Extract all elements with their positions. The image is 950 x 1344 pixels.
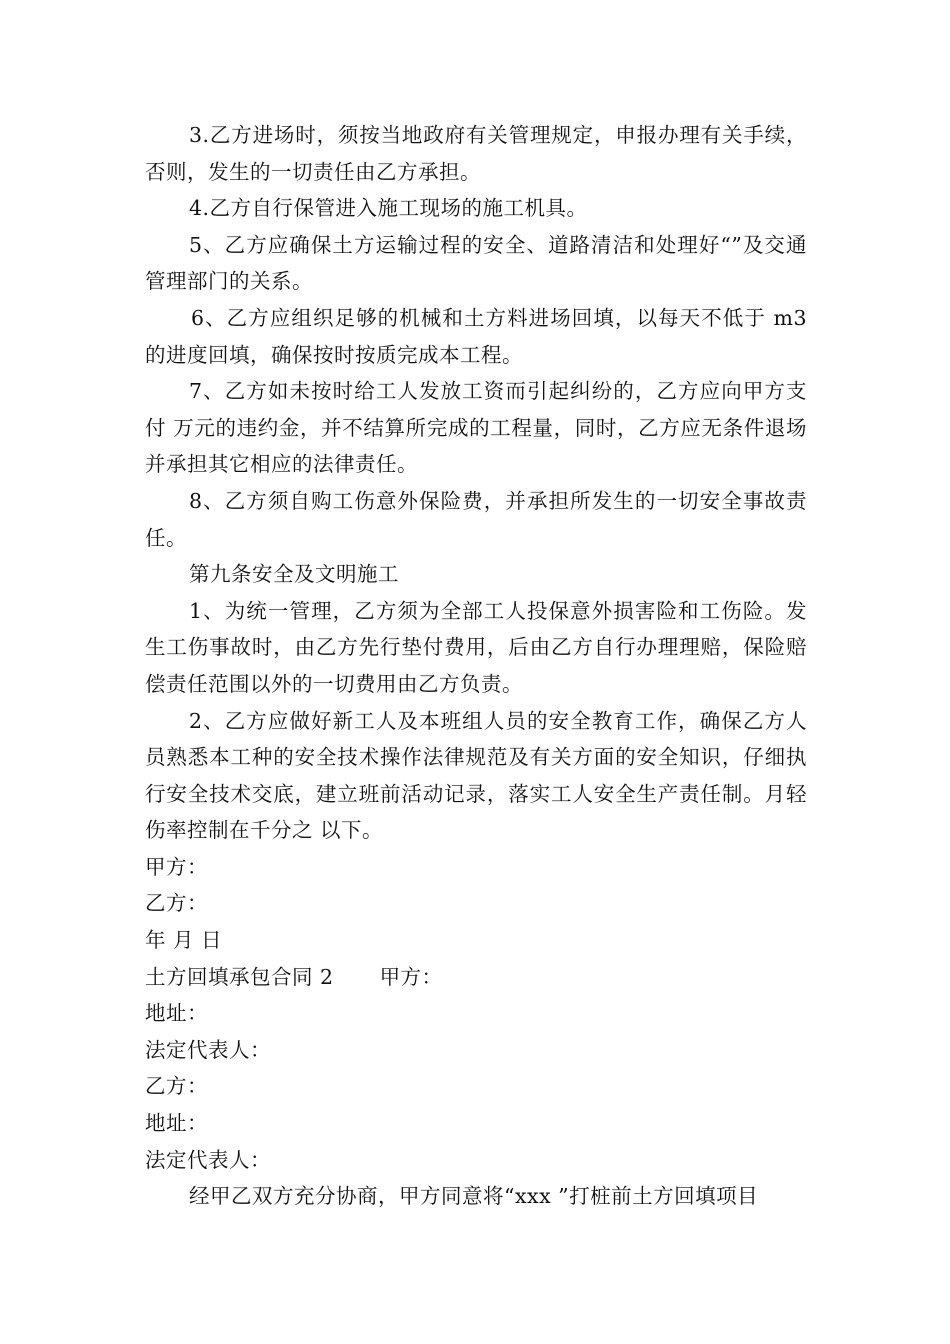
clause-5: 5、乙方应确保土方运输过程的安全、道路清洁和处理好“”及交通管理部门的关系。 [145,232,807,294]
clause-4: 4.乙方自行保管进入施工现场的施工机具。 [189,196,588,221]
clause-6: 6、乙方应组织足够的机械和土方料进场回填，以每天不低于 m3 的进度回填，确保按时按质完成本工程。 [145,305,807,367]
contract2-address-b: 地址： [145,1111,208,1136]
clause-8: 8、乙方须自购工伤意外保险费，并承担所发生的一切安全事故责任。 [145,488,807,550]
contract2-rep-a: 法定代表人： [145,1037,271,1062]
article-9-clause-1: 1、为统一管理，乙方须为全部工人投保意外损害险和工伤险。发生工伤事故时，由乙方先行垫付费用，后由乙方自行办理理赔，保险赔偿责任范围以外的一切费用由乙方负责。 [145,598,807,696]
signature-party-a: 甲方： [145,854,208,879]
clause-3: 3.乙方进场时，须按当地政府有关管理规定，申报办理有关手续，否则，发生的一切责任由乙方承担。 [145,123,807,184]
contract2-title: 土方回填承包合同 2 [145,964,334,989]
signature-date: 年 月 日 [145,928,223,953]
contract2-rep-b: 法定代表人： [145,1147,271,1172]
document-body [145,117,807,1215]
contract2-heading [145,959,807,996]
contract2-address-a: 地址： [145,1001,208,1026]
signature-party-b: 乙方： [145,891,208,916]
contract2-party-b: 乙方： [145,1074,208,1099]
contract2-intro: 经甲乙双方充分协商，甲方同意将“xxx ”打桩前土方回填项目 [189,1184,759,1209]
contract2-party-a: 甲方： [379,964,443,989]
article-9-heading: 第九条安全及文明施工 [189,562,399,587]
article-9-clause-2: 2、乙方应做好新工人及本班组人员的安全教育工作，确保乙方人员熟悉本工种的安全技术操作法律规范及有关方面的安全知识，仔细执行安全技术交底，建立班前活动记录，落实工人安全生产责任制。月轻伤率控制在千分之 以下。 [145,708,807,843]
clause-7: 7、乙方如未按时给工人发放工资而引起纠纷的，乙方应向甲方支付 万元的违约金，并不结算所完成的工程量，同时，乙方应无条件退场并承担其它相应的法律责任。 [145,379,807,477]
